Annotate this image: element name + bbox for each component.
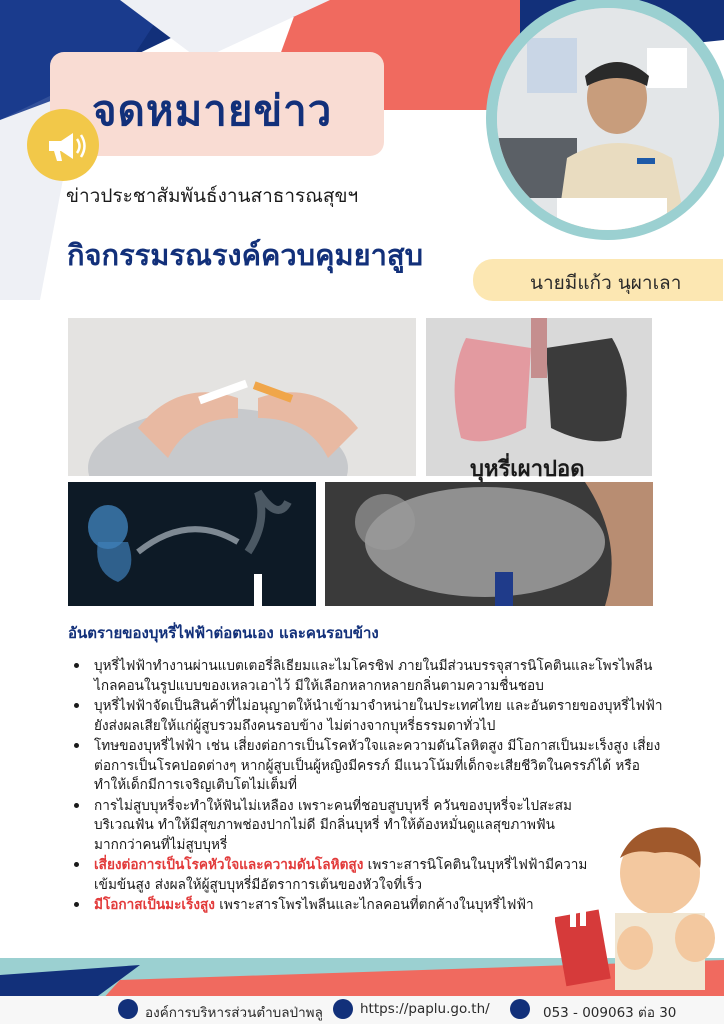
breaking-cigarette-photo: [68, 318, 416, 476]
thumbs-up-icon: [118, 999, 138, 1019]
subtitle: ข่าวประชาสัมพันธ์งานสาธารณสุขฯ: [66, 185, 359, 207]
highlight-text: เสี่ยงต่อการเป็นโรคหัวใจและความดันโลหิตสูง: [94, 857, 364, 873]
headline: กิจกรรมรณรงค์ควบคุมยาสูบ: [67, 238, 423, 272]
fetus-smoke-photo: [68, 482, 316, 606]
refusing-cigarette-cartoon: [555, 818, 724, 990]
newsletter-title: จดหมายข่าว: [92, 86, 333, 135]
list-item: • บุหรี่ไฟฟ้าจัดเป็นสินค้าที่ไม่อนุญาตให้นำเข้ามาจำหน่ายในประเทศไทย และอันตรายของบุหรี่ไฟฟ้ายังส่งผลเสียให้แก่ผู้สูบรวมถึงคนรอบข้าง ไม่ต่างจากบุหรี่ธรรมดาทั่วไป: [90, 696, 670, 736]
official-portrait: [497, 8, 719, 230]
megaphone-icon: [27, 109, 99, 181]
list-item: • มีโอกาสเป็นมะเร็งสูง เพราะสารโพรไพลีนและไกลคอนที่ตกค้างในบุหรี่ไฟฟ้า: [90, 895, 670, 916]
highlight-text: มีโอกาสเป็นมะเร็งสูง: [94, 897, 215, 913]
footer-website-link[interactable]: https://paplu.go.th/: [360, 1001, 490, 1017]
list-item: • การไม่สูบบุหรี่จะทำให้ฟันไม่เหลือง เพราะคนที่ชอบสูบบุหรี่ ควันของบุหรี่จะไปสะสมบริเวณฟัน ทำให้มีสุขภาพช่องปากไม่ดี มีกลิ่นบุหรี่ ทำให้ต้องหมั่นดูแลสุขภาพฟันมากกว่าคนที่ไม่สูบบุหรี่: [90, 796, 670, 856]
lungs-caption: บุหรี่เผาปอด: [470, 457, 585, 482]
list-item: • บุหรี่ไฟฟ้าทำงานผ่านแบตเตอรี่ลิเธียมและไมโครชิฟ ภายในมีส่วนบรรจุสารนิโคตินและโพรไพลีนไกลคอนในรูปแบบของเหลวเอาไว้ มีให้เลือกหลากหลายกลิ่นตามความชื่นชอบ: [90, 656, 670, 696]
list-item: • โทษของบุหรี่ไฟฟ้า เช่น เสี่ยงต่อการเป็นโรคหัวใจและความดันโลหิตสูง มีโอกาสเป็นมะเร็งสูง เสี่ยงต่อการเป็นโรคปอดต่างๆ หากผู้สูบเป็นผู้หญิงมีครรภ์ มีแนวโน้มที่เด็กจะเสียชีวิตในครรภ์ได้ หรือทำให้เด็กมีการเจริญเติบโตไม่เต็มที่: [90, 736, 670, 796]
footer-phone[interactable]: 053 - 009063 ต่อ 30: [543, 1005, 677, 1021]
footer-org: องค์การบริหารส่วนตำบลป่าพลู: [145, 1005, 323, 1021]
vape-smoke-photo: [325, 482, 653, 606]
list-item: • เสี่ยงต่อการเป็นโรคหัวใจและความดันโลหิตสูง เพราะสารนิโคตินในบุหรี่ไฟฟ้ามีความเข้มข้นสูง ส่งผลให้ผู้สูบบุหรี่มีอัตราการเต้นของหัวใจที่เร็ว: [90, 855, 670, 895]
phone-icon: [510, 999, 530, 1019]
globe-icon: [333, 999, 353, 1019]
person-name: นายมีแก้ว นุผาเลา: [530, 272, 682, 294]
section-title: อันตรายของบุหรี่ไฟฟ้าต่อตนเอง และคนรอบข้าง: [68, 624, 379, 642]
